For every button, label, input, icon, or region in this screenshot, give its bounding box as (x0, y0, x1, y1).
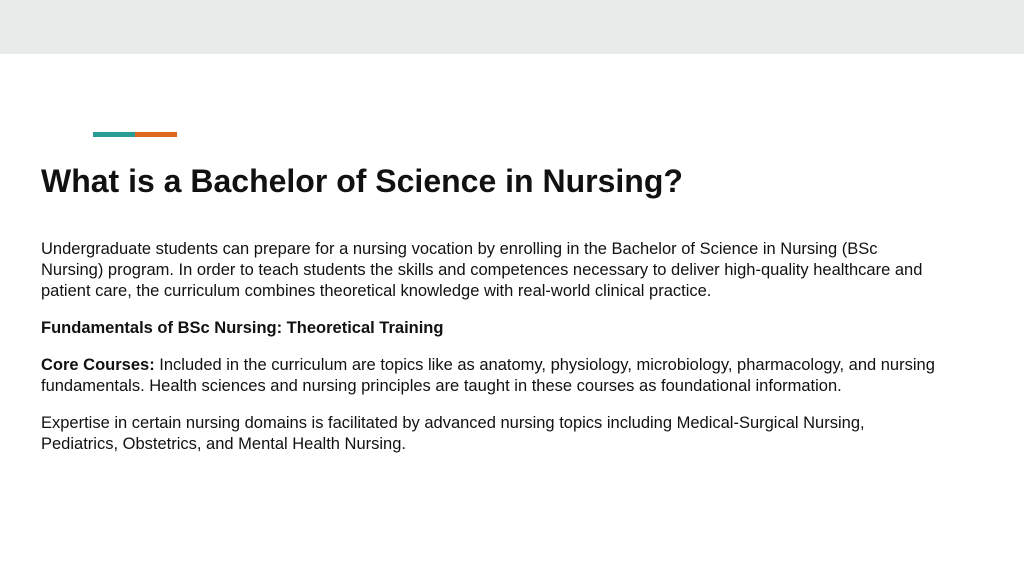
accent-orange-segment (135, 132, 177, 137)
top-band (0, 0, 1024, 54)
core-courses-label: Core Courses: (41, 356, 155, 374)
section-subheading: Fundamentals of BSc Nursing: Theoretical Training (41, 319, 444, 337)
expertise-paragraph: Expertise in certain nursing domains is facilitated by advanced nursing topics including Medical-Surgical Nursing, Pediatrics, Obstetrics, and Mental Health Nursing. (41, 414, 865, 453)
core-courses-text: Included in the curriculum are topics like as anatomy, physiology, microbiology, pharmacology, and nursing fundamentals. Health sciences and nursing principles are taught in these courses as foundational information. (41, 356, 935, 395)
title-accent-bar (93, 132, 177, 137)
accent-teal-segment (93, 132, 135, 137)
slide-title: What is a Bachelor of Science in Nursing? (41, 163, 683, 199)
core-courses-paragraph (41, 355, 941, 397)
slide-content (41, 239, 941, 471)
intro-paragraph: Undergraduate students can prepare for a nursing vocation by enrolling in the Bachelor of Science in Nursing (BSc Nursing) program. In order to teach students the skills and competences necessary to deliver high-quality healthcare and patient care, the curriculum combines theoretical knowledge with real-world clinical practice. (41, 240, 923, 300)
